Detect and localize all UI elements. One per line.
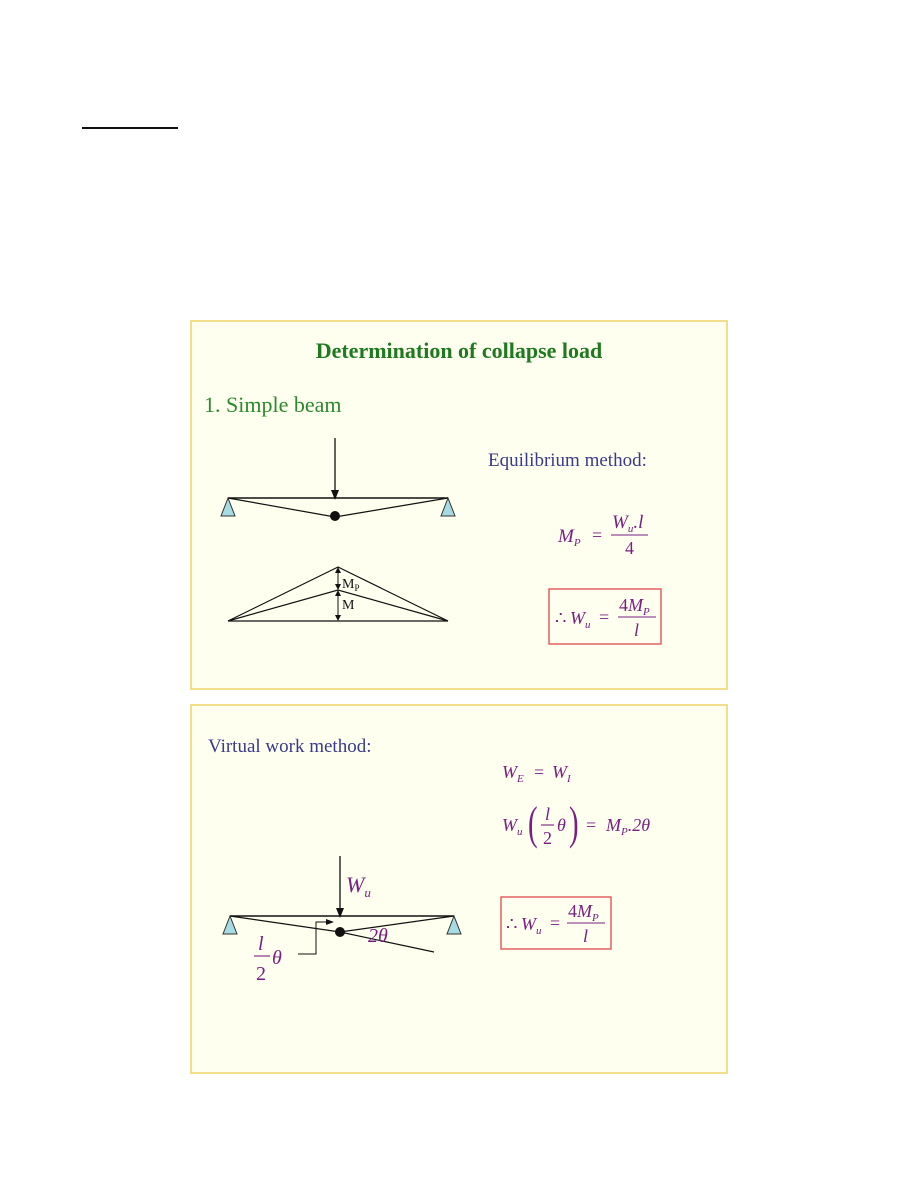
method-label: Equilibrium method:	[488, 450, 647, 471]
svg-text:∴: ∴	[555, 608, 567, 628]
left-support-icon	[221, 498, 235, 516]
leader-arrow-icon	[326, 919, 334, 925]
svg-text:l: l	[583, 926, 589, 946]
svg-text:Wu: $W_u$	[521, 914, 542, 937]
mechanism-left	[230, 916, 340, 932]
label-2theta: 2θ	[368, 925, 388, 947]
dim-arrow-icon	[335, 584, 341, 590]
svg-text:l: l	[634, 620, 640, 640]
mechanism-right	[335, 498, 448, 517]
virtual-work-diagram	[192, 706, 730, 1076]
plastic-hinge	[335, 927, 345, 937]
label-wu: $W_u$	[346, 872, 371, 900]
right-support-icon	[441, 498, 455, 516]
result-box	[500, 896, 620, 956]
section-heading: 1. Simple beam	[204, 392, 342, 417]
slide-title: Determination of collapse load	[315, 338, 603, 363]
slide-equilibrium	[190, 320, 728, 690]
label-mp: $M_P$	[342, 577, 360, 593]
svg-text:=: =	[550, 913, 561, 933]
right-support-icon	[447, 916, 461, 934]
svg-text:): )	[569, 797, 579, 850]
label-frac-num: l	[258, 933, 264, 955]
label-m: M	[342, 598, 355, 613]
dim-arrow-icon	[335, 615, 341, 621]
slide-virtual-work	[190, 704, 728, 1074]
svg-text:4: 4	[625, 538, 634, 558]
svg-text:Wu.l: $W_u.l$	[612, 512, 644, 535]
svg-text:=: =	[592, 525, 603, 545]
plastic-hinge	[330, 511, 340, 521]
svg-text:2: 2	[543, 828, 552, 848]
mechanism-left	[228, 498, 335, 517]
header-rule	[82, 127, 178, 129]
left-support-icon	[223, 916, 237, 934]
svg-text:Wu: $W_u$	[502, 815, 523, 838]
svg-text:∴: ∴	[506, 914, 518, 934]
svg-text:Wu: $W_u$	[570, 608, 591, 631]
svg-text:MP: $M_P$	[558, 526, 581, 549]
equation-mp	[556, 510, 676, 560]
svg-text:l: l	[545, 804, 551, 824]
mechanism-right	[340, 916, 454, 932]
method-label: Virtual work method:	[208, 736, 372, 757]
svg-text:(: (	[528, 797, 538, 850]
label-frac-theta: θ	[272, 947, 282, 969]
svg-text:=: =	[586, 815, 597, 835]
svg-text:WE: $W_E$	[502, 762, 524, 785]
svg-text:MP.2θ: $M_P.2\theta$	[606, 815, 651, 838]
svg-text:=: =	[534, 762, 545, 782]
svg-text:WI: $W_I$	[552, 762, 571, 785]
svg-text:θ: θ	[557, 815, 566, 835]
svg-text:4MP: $4M_P$	[619, 595, 650, 618]
result-box	[548, 588, 668, 648]
svg-text:4MP: $4M_P$	[568, 901, 599, 924]
svg-text:=: =	[599, 607, 610, 627]
label-frac-den: 2	[256, 963, 266, 985]
